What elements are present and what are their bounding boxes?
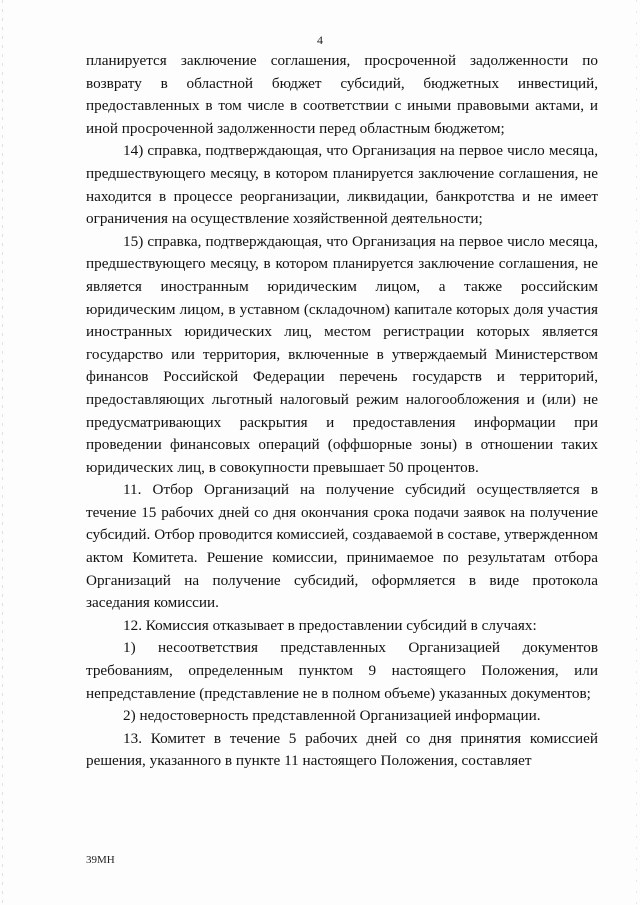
scan-edge-left	[2, 0, 3, 905]
scan-edge-right	[636, 0, 637, 905]
paragraph-clause-11: 11. Отбор Организаций на получение субсидий осуществляется в течение 15 рабочих дней со дня окончания срока подачи заявок на получение субсидий. Отбор проводится комиссией, создаваемой в составе, утвержденном актом Комитета. Решение комиссии, принимаемое по результатам отбора Организаций на получение субсидий, оформляется в виде протокола заседания комиссии.	[86, 481, 598, 612]
paragraph-clause-13: 13. Комитет в течение 5 рабочих дней со дня принятия комиссией решения, указанного в пункте 11 настоящего Положения, составляет	[86, 729, 598, 770]
paragraph-item-14: 14) справка, подтверждающая, что Организация на первое число месяца, предшествующего месяцу, в котором планируется заключение соглашения, не находится в процессе реорганизации, ликвидации, банкротства и не имеет ограничения на осуществление хозяйственной деятельности;	[86, 142, 598, 228]
footer-document-code: 39МН	[86, 854, 115, 866]
paragraph-item-15: 15) справка, подтверждающая, что Организация на первое число месяца, предшествующего месяцу, в котором планируется заключение соглашения, не является иностранным юридическим лицом, а также российским юридическим лицом, в уставном (складочном) капитале которых доля участия иностранных юридических лиц, местом регистрации которых является государство или территория, включенные в утверждаемый Министерством финансов Российской Федерации перечень государств и территорий, предоставляющих льготный налоговый режим налогообложения и (или) не предусматривающих раскрытия и предоставления информации при проведении финансовых операций (оффшорные зоны) в отношении таких юридических лиц, в совокупности превышает 50 процентов.	[86, 232, 598, 476]
paragraph-debt-continuation: планируется заключение соглашения, просроченной задолженности по возврату в областной бюджет субсидий, бюджетных инвестиций, предоставленных в том числе в соответствии с иными правовыми актами, и иной просроченной задолженности перед областным бюджетом;	[86, 52, 598, 137]
paragraph-clause-12: 12. Комиссия отказывает в предоставлении субсидий в случаях:	[123, 616, 537, 634]
page-number: 4	[317, 33, 323, 47]
paragraph-clause-12-item-2: 2) недостоверность представленной Организацией информации.	[123, 707, 541, 725]
paragraph-clause-12-item-1: 1) несоответствия представленных Организацией документов требованиям, определенным пунктом 9 настоящего Положения, или непредставление (представление не в полном объеме) указанных документов;	[86, 639, 598, 702]
body-text	[86, 50, 598, 773]
